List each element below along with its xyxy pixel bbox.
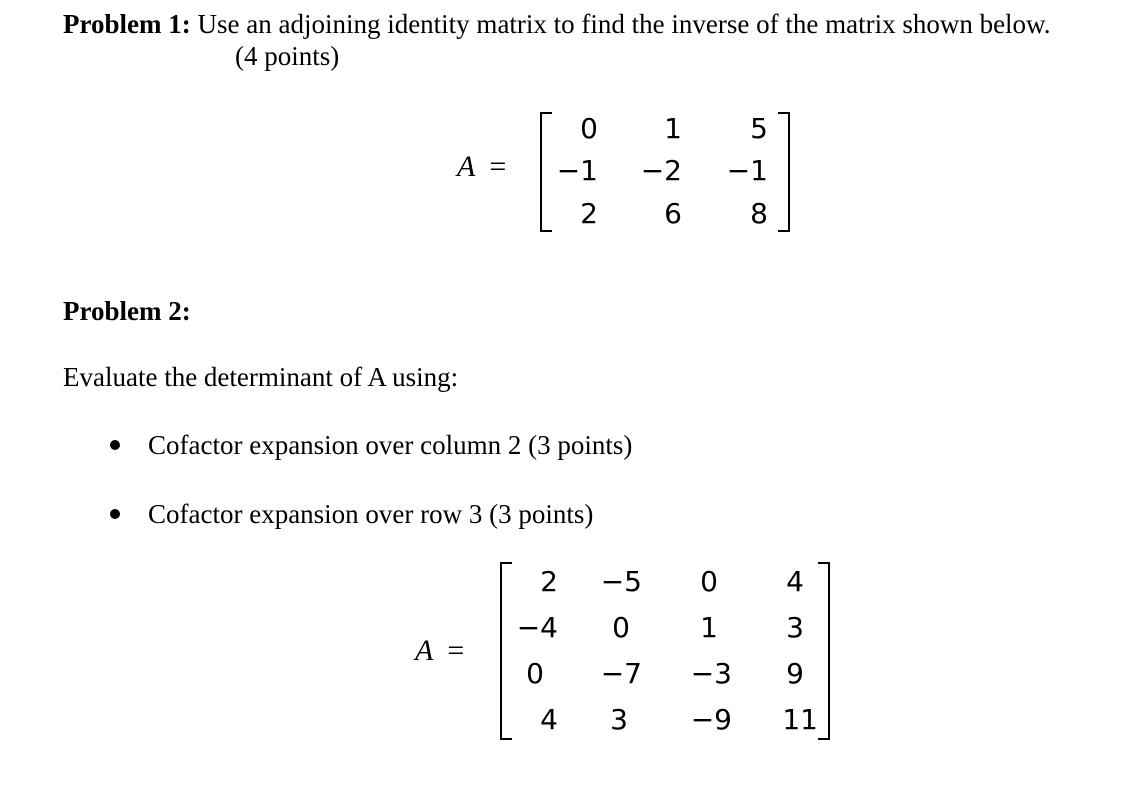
matrix2-cell: −4 <box>516 611 558 644</box>
matrix1-cell: 5 <box>750 112 768 145</box>
matrix2-cell: 0 <box>612 611 630 644</box>
matrix2-cell: 3 <box>786 611 804 644</box>
matrix1-cell: 8 <box>750 197 768 230</box>
list-item <box>110 430 632 461</box>
matrix1 <box>540 112 790 232</box>
bullet-icon <box>110 440 120 450</box>
matrix1-cell: 0 <box>580 112 598 145</box>
matrix2-cell: 4 <box>786 565 804 598</box>
matrix2-cell: −9 <box>690 703 732 736</box>
matrix2 <box>500 562 830 740</box>
matrix2-cell: 1 <box>700 611 718 644</box>
problem1-title: Problem 1: <box>63 9 191 39</box>
matrix1-label <box>457 150 506 184</box>
matrix2-cell: −7 <box>600 657 642 690</box>
matrix2-cell: 4 <box>540 703 558 736</box>
problem1-points: (4 points) <box>235 41 340 71</box>
matrix1-cell: 6 <box>664 197 682 230</box>
problem2-prompt: Evaluate the determinant of A using: <box>63 362 459 392</box>
problem1-statement <box>63 9 1051 40</box>
matrix2-cell: −3 <box>690 657 732 690</box>
matrix2-cell: 0 <box>700 565 718 598</box>
matrix1-left-bracket <box>540 112 552 232</box>
matrix1-cell: −1 <box>556 154 598 187</box>
matrix2-label <box>415 634 464 668</box>
matrix2-cell: 11 <box>782 703 818 736</box>
matrix2-variable: A <box>415 634 434 667</box>
matrix1-equals: = <box>489 150 507 183</box>
matrix2-equals: = <box>447 634 465 667</box>
matrix2-cell: 9 <box>786 657 804 690</box>
problem1-text: Use an adjoining identity matrix to find the inverse of the matrix shown below. <box>197 9 1051 39</box>
matrix2-cell: 3 <box>610 703 628 736</box>
bullet-text: Cofactor expansion over column 2 (3 points) <box>148 430 633 460</box>
matrix1-cell: 2 <box>580 197 598 230</box>
matrix2-cell: 0 <box>526 657 544 690</box>
bullet-text: Cofactor expansion over row 3 (3 points) <box>148 499 594 529</box>
matrix1-cell: −2 <box>640 154 682 187</box>
matrix2-cell: −5 <box>600 565 642 598</box>
matrix2-cell: 2 <box>540 565 558 598</box>
matrix1-right-bracket <box>778 112 790 232</box>
matrix1-cell: −1 <box>726 154 768 187</box>
list-item <box>110 499 593 530</box>
matrix2-left-bracket <box>500 562 512 740</box>
bullet-icon <box>110 509 120 519</box>
matrix1-cell: 1 <box>664 112 682 145</box>
problem2-title: Problem 2: <box>63 296 191 326</box>
matrix2-right-bracket <box>818 562 830 740</box>
matrix1-variable: A <box>457 150 476 183</box>
